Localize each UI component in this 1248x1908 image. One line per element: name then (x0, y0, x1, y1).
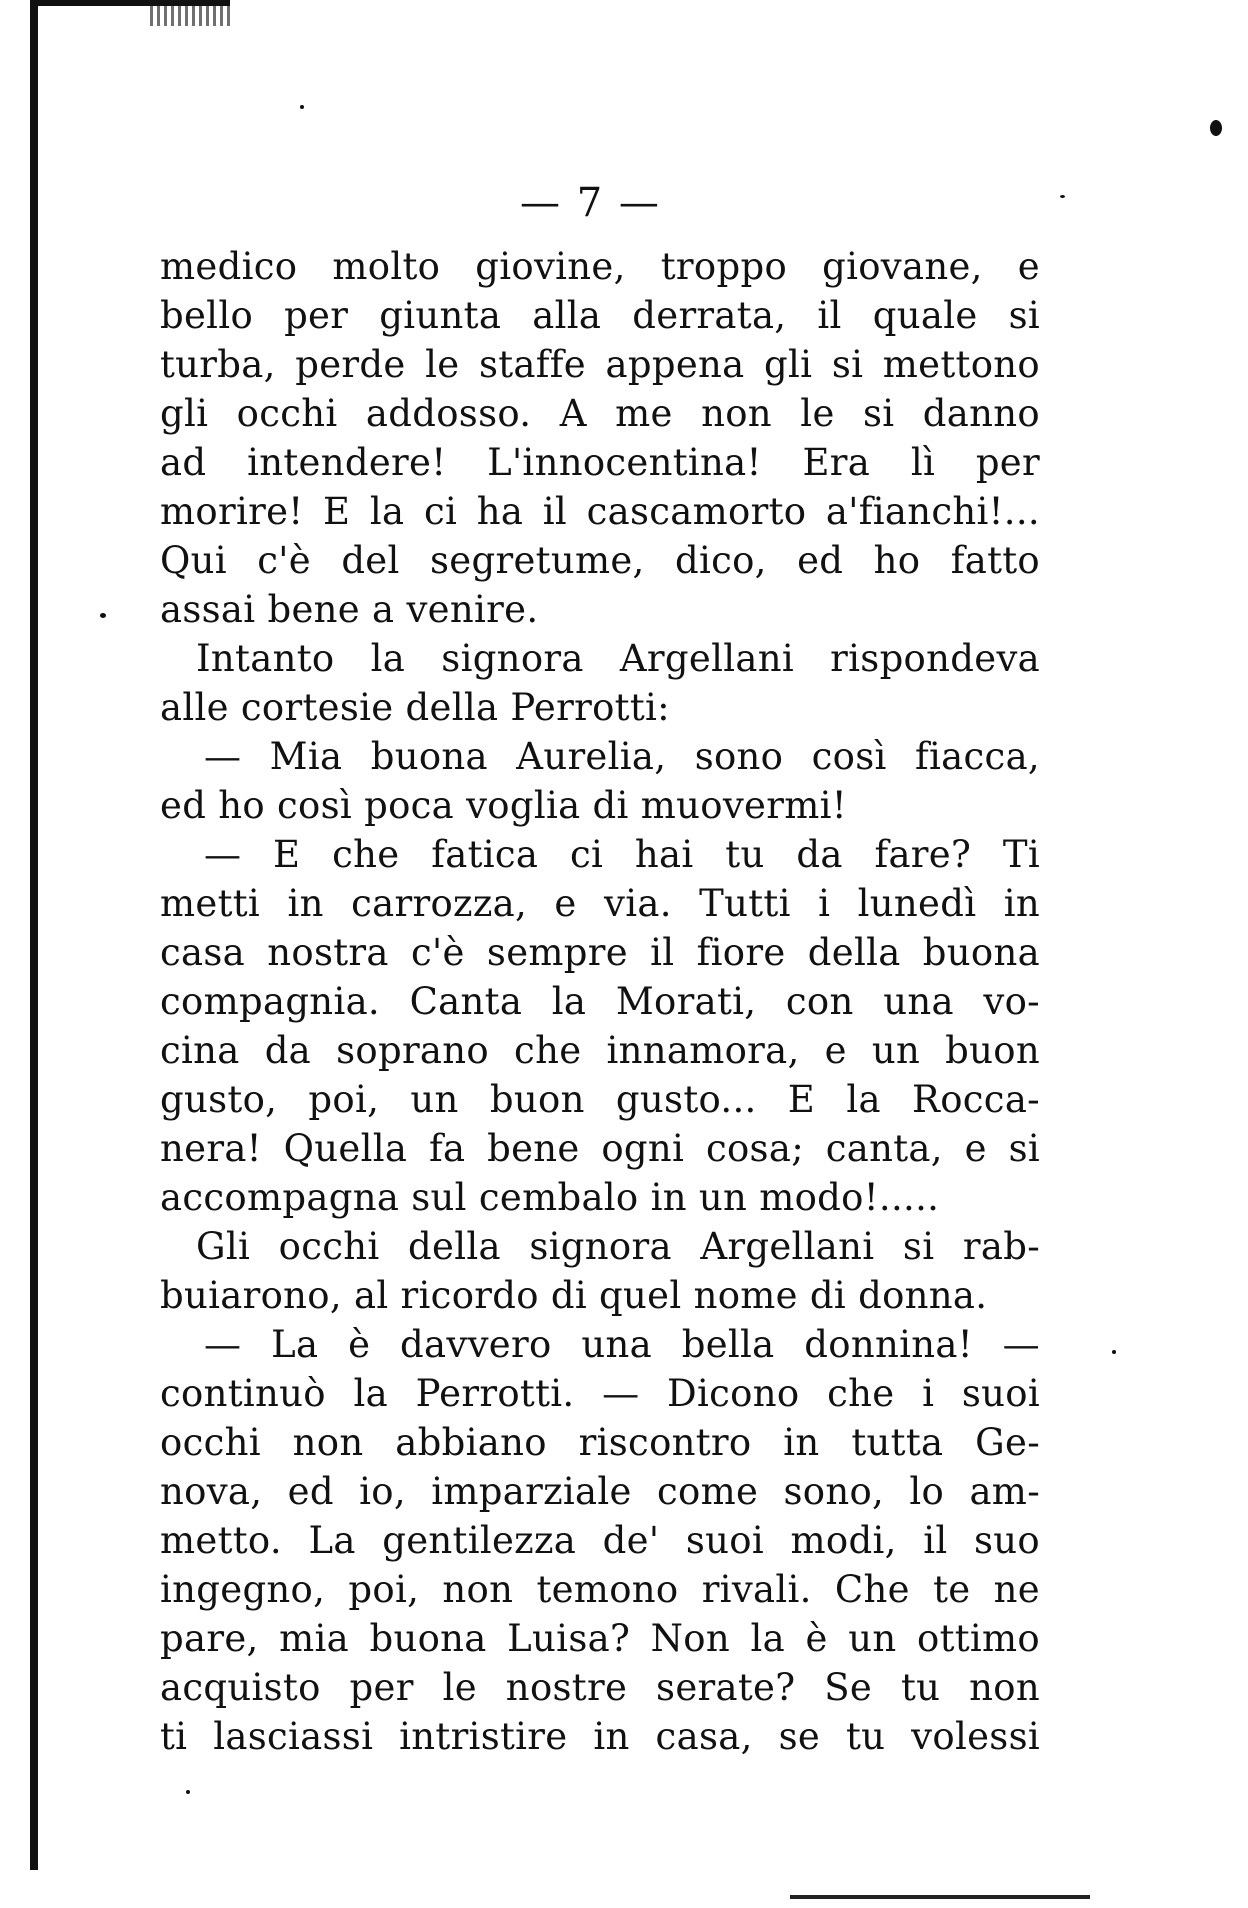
text-line: gusto, poi, un buon gusto... E la Rocca- (160, 1078, 1040, 1121)
scan-speck (1060, 195, 1065, 198)
page-bottom-edge (790, 1895, 1090, 1899)
text-line: morire! E la ci ha il cascamorto a'fianchi!... (160, 490, 1040, 533)
page-binding-edge (30, 0, 38, 1870)
scan-speck (1112, 1350, 1116, 1354)
text-line: turba, perde le staffe appena gli si mettono (160, 343, 1040, 386)
text-line: — La è davvero una bella donnina! — (204, 1323, 1040, 1366)
text-line: alle cortesie della Perrotti: (160, 686, 670, 729)
text-line: compagnia. Canta la Morati, con una vo- (160, 980, 1040, 1023)
text-line: nera! Quella fa bene ogni cosa; canta, e si (160, 1127, 1040, 1170)
text-line: occhi non abbiano riscontro in tutta Ge- (160, 1421, 1040, 1464)
text-line: pare, mia buona Luisa? Non la è un ottimo (160, 1617, 1040, 1660)
text-line: acquisto per le nostre serate? Se tu non (160, 1666, 1040, 1709)
scan-smudge (150, 6, 230, 26)
body-text (160, 242, 1040, 1761)
text-line: continuò la Perrotti. — Dicono che i suoi (160, 1372, 1040, 1415)
text-line: metti in carrozza, e via. Tutti i lunedì in (160, 882, 1040, 925)
text-line: gli occhi addosso. A me non le si danno (160, 392, 1040, 435)
text-line: accompagna sul cembalo in un modo!..... (160, 1176, 940, 1219)
text-line: assai bene a venire. (160, 588, 539, 631)
text-line: Gli occhi della signora Argellani si rab- (196, 1225, 1040, 1268)
text-line: nova, ed io, imparziale come sono, lo am- (160, 1470, 1040, 1513)
text-line: buiarono, al ricordo di quel nome di donna. (160, 1274, 988, 1317)
text-line: — Mia buona Aurelia, sono così fiacca, (204, 735, 1040, 778)
text-line: ti lasciassi intristire in casa, se tu volessi (160, 1715, 1040, 1758)
text-line: metto. La gentilezza de' suoi modi, il suo (160, 1519, 1040, 1562)
text-line: cina da soprano che innamora, e un buon (160, 1029, 1040, 1072)
text-line: Intanto la signora Argellani rispondeva (196, 637, 1040, 680)
text-line: ingegno, poi, non temono rivali. Che te ne (160, 1568, 1040, 1611)
text-line: medico molto giovine, troppo giovane, e (160, 245, 1040, 288)
text-line: ad intendere! L'innocentina! Era lì per (160, 441, 1040, 484)
text-line: — E che fatica ci hai tu da fare? Ti (204, 833, 1040, 876)
text-line: ed ho così poca voglia di muovermi! (160, 784, 847, 827)
scan-speck (186, 1790, 190, 1794)
text-line: casa nostra c'è sempre il fiore della buona (160, 931, 1040, 974)
scan-speck (1210, 120, 1222, 136)
scan-speck (100, 613, 106, 618)
page-number: — 7 — (520, 180, 661, 226)
text-line: Qui c'è del segretume, dico, ed ho fatto (160, 539, 1040, 582)
text-line: bello per giunta alla derrata, il quale si (160, 294, 1040, 337)
scan-speck (300, 105, 304, 109)
